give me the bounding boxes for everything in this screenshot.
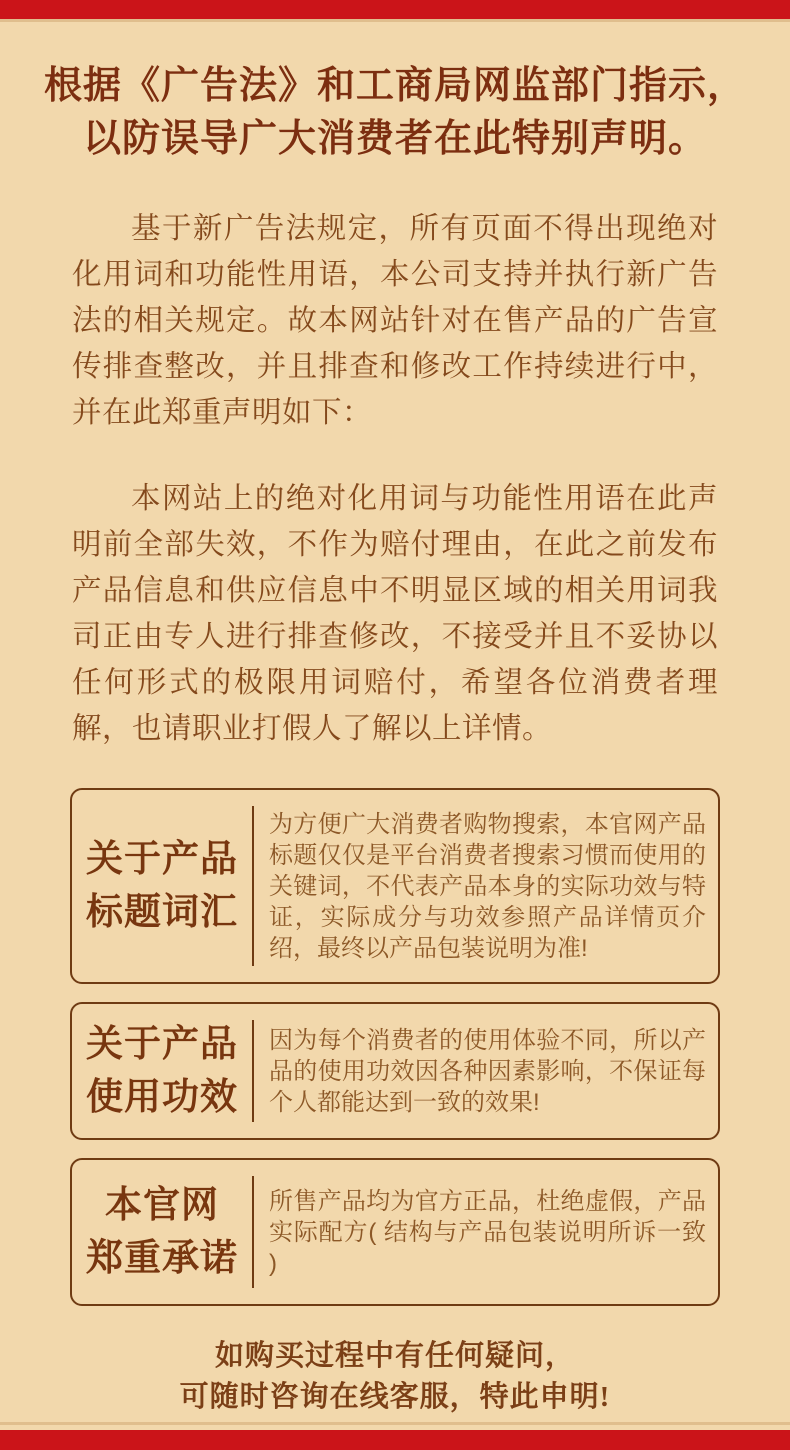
bottom-red-bar [0,1430,790,1450]
notice-title-line-2: 标题词汇 [86,892,238,933]
notice-box-product-title-words [70,788,720,984]
notice-title-line-2: 使用功效 [86,1077,238,1118]
notice-body [254,1160,718,1304]
notice-title-line-1: 关于产品 [86,1024,238,1065]
page-title [0,60,790,166]
footer-line-1: 如购买过程中有任何疑问， [214,1340,575,1372]
bottom-bar-shadow [0,1422,790,1425]
notice-body [254,790,718,982]
notice-title [72,1160,252,1304]
page-title-line-2: 以防误导广大消费者在此特别声明。 [82,118,707,160]
notice-box-official-promise [70,1158,720,1306]
notice-title-line-1: 本官网 [105,1185,219,1226]
notice-body-text: 因为每个消费者的使用体验不同，所以产品的使用功效因各种因素影响，不保证每个人都能达到一致的效果! [269,1026,706,1116]
notice-title [72,790,252,982]
page-title-line-1: 根据《广告法》和工商局网监部门指示， [43,65,746,107]
notice-box-product-efficacy [70,1002,720,1140]
notice-body-text: 为方便广大消费者购物搜索，本官网产品标题仅仅是平台消费者搜索习惯而使用的关键词，不代表产品本身的实际功效与特证，实际成分与功效参照产品详情页介绍，最终以产品包装说明为准! [269,810,706,962]
footer-line-2: 可随时咨询在线客服，特此申明! [179,1381,611,1413]
notice-title-line-1: 关于产品 [86,839,238,880]
footer-note [0,1336,790,1418]
notice-body [254,1004,718,1138]
intro-section [72,206,718,752]
intro-paragraph-2: 本网站上的绝对化用词与功能性用语在此声明前全部失效，不作为赔付理由，在此之前发布产品信息和供应信息中不明显区域的相关用词我司正由专人进行排查修改，不接受并且不妥协以任何形式的极限用词赔付，希望各位消费者理解，也请职业打假人了解以上详情。 [72,483,718,745]
notice-title-line-2: 郑重承诺 [86,1238,238,1279]
notice-title [72,1004,252,1138]
notice-box-list [70,788,720,1306]
intro-paragraph-1: 基于新广告法规定，所有页面不得出现绝对化用词和功能性用语，本公司支持并执行新广告法的相关规定。故本网站针对在售产品的广告宣传排查整改，并且排查和修改工作持续进行中，并在此郑重声明如下： [72,213,718,429]
notice-body-text: 所售产品均为官方正品，杜绝虚假，产品实际配方( 结构与产品包装说明所诉一致 ) [269,1187,706,1277]
